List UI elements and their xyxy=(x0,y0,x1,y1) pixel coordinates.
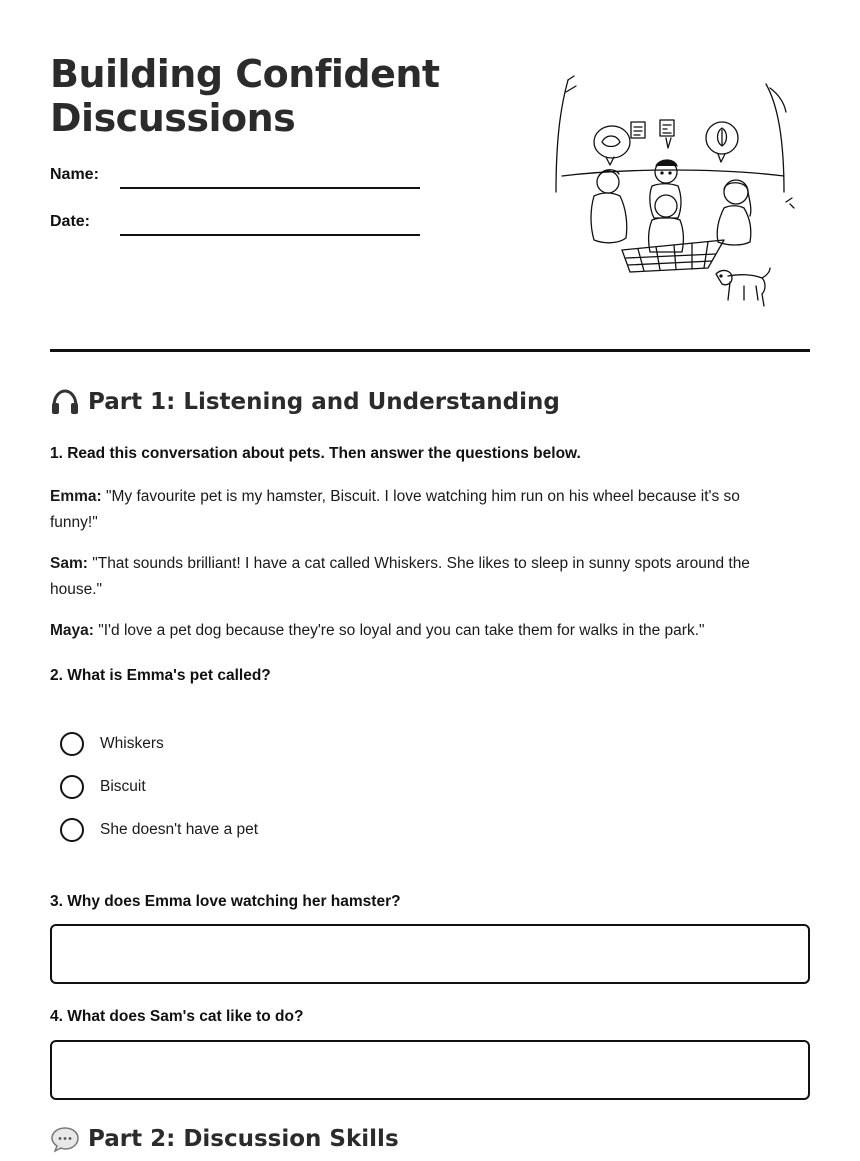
part1-heading-text: Part 1: Listening and Understanding xyxy=(88,389,560,415)
question-1: 1. Read this conversation about pets. Then answer the questions below. xyxy=(50,445,581,462)
header-divider xyxy=(50,349,810,352)
option-label: Biscuit xyxy=(100,778,146,795)
option-label: Whiskers xyxy=(100,735,164,752)
option-label: She doesn't have a pet xyxy=(100,821,259,838)
speaker-sam: Sam: xyxy=(50,555,88,572)
speaker-maya: Maya: xyxy=(50,622,94,639)
radio-button[interactable] xyxy=(60,732,84,756)
radio-button[interactable] xyxy=(60,818,84,842)
line-sam: "That sounds brilliant! I have a cat called Whiskers. She likes to sleep in sunny spots around the house." xyxy=(50,555,750,598)
dialogue-emma xyxy=(50,484,770,536)
dialogue-sam xyxy=(50,551,770,603)
answer-box-q4[interactable] xyxy=(50,1040,810,1100)
page-title: Building Confident Discussions xyxy=(50,52,440,140)
option-biscuit[interactable] xyxy=(60,775,146,799)
name-label: Name: xyxy=(50,166,99,183)
question-3: 3. Why does Emma love watching her hamster? xyxy=(50,893,401,910)
name-field[interactable] xyxy=(120,187,420,189)
option-no-pet[interactable] xyxy=(60,818,258,842)
date-label: Date: xyxy=(50,213,91,230)
question-2: 2. What is Emma's pet called? xyxy=(50,667,271,684)
date-field[interactable] xyxy=(120,234,420,236)
radio-button[interactable] xyxy=(60,775,84,799)
option-whiskers[interactable] xyxy=(60,732,164,756)
headphones-icon xyxy=(50,388,80,416)
speech-bubble-icon xyxy=(50,1125,80,1153)
children-discussion-illustration xyxy=(548,72,810,312)
line-maya: "I'd love a pet dog because they're so loyal and you can take them for walks in the park." xyxy=(98,622,705,639)
dialogue-maya xyxy=(50,618,770,644)
part2-heading xyxy=(50,1125,399,1153)
answer-box-q3[interactable] xyxy=(50,924,810,984)
speaker-emma: Emma: xyxy=(50,488,102,505)
line-emma: "My favourite pet is my hamster, Biscuit. I love watching him run on his wheel because it's so funny!" xyxy=(50,488,740,531)
question-4: 4. What does Sam's cat like to do? xyxy=(50,1008,304,1025)
part1-heading xyxy=(50,388,560,416)
part2-heading-text: Part 2: Discussion Skills xyxy=(88,1126,399,1152)
